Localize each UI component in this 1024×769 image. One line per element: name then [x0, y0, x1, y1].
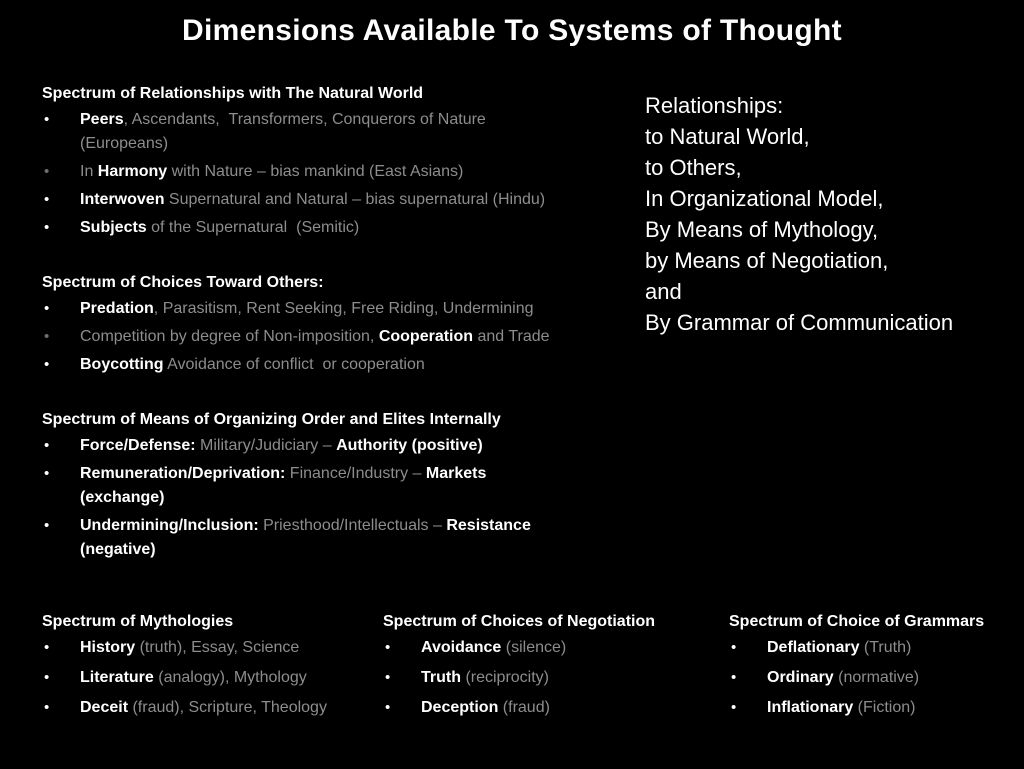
summary-line: By Means of Mythology, [645, 217, 879, 242]
bullet-text [80, 328, 550, 345]
list-item [729, 636, 1018, 660]
list-item [42, 216, 632, 240]
summary-line: By Grammar of Communication [645, 310, 954, 335]
text-segment: Finance/Industry – [285, 465, 426, 482]
text-segment: Force/Defense: [80, 437, 196, 454]
bullet-list [42, 108, 632, 240]
text-segment: of the Supernatural (Semitic) [146, 219, 360, 236]
section-natural-world [42, 84, 632, 240]
bullet-text [80, 669, 307, 686]
text-segment: Supernatural and Natural – bias supernatural (Hindu) [164, 191, 546, 208]
list-item [42, 666, 383, 690]
bullet-icon: • [44, 639, 50, 656]
text-segment: (truth), Essay, Science [135, 639, 300, 656]
bullet-text [80, 163, 463, 180]
text-segment: Predation [80, 300, 154, 317]
summary-line: to Others, [645, 155, 742, 180]
text-segment: (silence) [501, 639, 567, 656]
list-item [42, 514, 632, 562]
text-segment: Peers [80, 111, 124, 128]
bullet-text [80, 356, 425, 373]
text-segment: Subjects [80, 219, 147, 236]
list-item [383, 666, 729, 690]
text-segment: Deflationary [767, 639, 860, 656]
text-segment: Competition by degree of Non-imposition, [80, 328, 379, 345]
text-segment: Resistance [446, 517, 531, 534]
bullet-text [80, 219, 359, 236]
bullet-icon: • [385, 669, 391, 686]
text-segment: (Fiction) [853, 699, 916, 716]
section-organizing-order [42, 410, 632, 562]
left-column [42, 84, 632, 595]
bullet-icon: • [44, 111, 50, 128]
text-segment: (fraud), Scripture, Theology [128, 699, 327, 716]
bullet-text [80, 465, 486, 506]
list-item [42, 353, 632, 377]
summary-line: Relationships: [645, 93, 784, 118]
list-item [42, 108, 632, 156]
bullet-text [80, 699, 327, 716]
bullet-text [80, 437, 483, 454]
bullet-icon: • [385, 699, 391, 716]
bullet-icon: • [44, 669, 50, 686]
text-segment: Interwoven [80, 191, 165, 208]
bullet-text [80, 191, 545, 208]
text-segment: Deception [421, 699, 499, 716]
text-segment: In [80, 163, 98, 180]
text-segment: Avoidance [421, 639, 502, 656]
bullet-text [767, 699, 915, 716]
text-segment: Boycotting [80, 356, 164, 373]
text-segment: (reciprocity) [461, 669, 550, 686]
text-segment: Harmony [97, 163, 168, 180]
bullet-icon: • [44, 219, 50, 236]
bullet-text [421, 669, 549, 686]
bullet-list [42, 636, 383, 720]
section-negotiation [383, 612, 729, 726]
bullet-text [80, 639, 299, 656]
bullet-icon: • [44, 328, 50, 345]
text-segment: (exchange) [80, 489, 165, 506]
bullet-icon: • [44, 465, 50, 482]
text-segment: Cooperation [378, 328, 474, 345]
bullet-text [80, 111, 486, 152]
text-segment: , Parasitism, Rent Seeking, Free Riding, Undermining [153, 300, 534, 317]
text-segment: Deceit [80, 699, 129, 716]
list-item [42, 696, 383, 720]
bullet-icon: • [731, 669, 737, 686]
bullet-list [42, 434, 632, 562]
text-segment: (negative) [80, 541, 156, 558]
bullet-text [767, 669, 919, 686]
text-segment: (analogy), Mythology [153, 669, 307, 686]
section-heading: Spectrum of Mythologies [42, 613, 234, 630]
list-item [42, 434, 632, 458]
bullet-icon: • [731, 699, 737, 716]
list-item [42, 297, 632, 321]
bullet-icon: • [44, 191, 50, 208]
list-item [383, 636, 729, 660]
bullet-text [80, 517, 531, 558]
text-segment: Literature [80, 669, 154, 686]
bullet-text [421, 699, 550, 716]
section-mythologies [42, 612, 383, 726]
section-grammars [729, 612, 1018, 726]
text-segment: Military/Judiciary – [195, 437, 337, 454]
section-heading: Spectrum of Choices of Negotiation [383, 613, 656, 630]
bullet-text [80, 300, 534, 317]
text-segment: Inflationary [767, 699, 854, 716]
bullet-icon: • [385, 639, 391, 656]
bottom-row [42, 612, 1018, 759]
summary-line: to Natural World, [645, 124, 810, 149]
text-segment: (normative) [833, 669, 920, 686]
bullet-icon: • [44, 356, 50, 373]
text-segment: (fraud) [498, 699, 550, 716]
text-segment: Markets [425, 465, 487, 482]
summary-line: In Organizational Model, [645, 186, 884, 211]
list-item [42, 636, 383, 660]
text-segment: Truth [421, 669, 461, 686]
list-item [383, 696, 729, 720]
summary-line: and [645, 279, 682, 304]
summary-line: by Means of Negotiation, [645, 248, 889, 273]
slide-title: Dimensions Available To Systems of Thought [182, 14, 842, 47]
list-item [42, 462, 632, 510]
section-heading: Spectrum of Choices Toward Others: [42, 274, 324, 291]
list-item [42, 325, 632, 349]
text-segment: and Trade [473, 328, 550, 345]
section-heading: Spectrum of Relationships with The Natural World [42, 85, 424, 102]
bullet-icon: • [44, 517, 50, 534]
list-item [729, 696, 1018, 720]
text-segment: with Nature – bias mankind (East Asians) [167, 163, 464, 180]
bullet-icon: • [731, 639, 737, 656]
bullet-icon: • [44, 699, 50, 716]
bullet-icon: • [44, 300, 50, 317]
section-heading: Spectrum of Choice of Grammars [729, 613, 985, 630]
bullet-text [767, 639, 911, 656]
text-segment: Authority (positive) [336, 437, 483, 454]
text-segment: Priesthood/Intellectuals – [258, 517, 447, 534]
bullet-icon: • [44, 163, 50, 180]
text-segment: Avoidance of conflict or cooperation [163, 356, 425, 373]
bullet-text [421, 639, 566, 656]
text-segment: , Ascendants, Transformers, Conquerors of Nature [123, 111, 486, 128]
bullet-list [42, 297, 632, 377]
text-segment: Undermining/Inclusion: [80, 517, 259, 534]
text-segment: Remuneration/Deprivation: [80, 465, 286, 482]
text-segment: Ordinary [767, 669, 834, 686]
list-item [729, 666, 1018, 690]
bullet-icon: • [44, 437, 50, 454]
section-heading: Spectrum of Means of Organizing Order and Elites Internally [42, 411, 501, 428]
section-toward-others [42, 273, 632, 377]
text-segment: (Truth) [859, 639, 912, 656]
relationships-summary [645, 90, 1015, 338]
text-segment: (Europeans) [80, 135, 169, 152]
bullet-list [383, 636, 729, 720]
list-item [42, 188, 632, 212]
text-segment: History [80, 639, 136, 656]
list-item [42, 160, 632, 184]
bullet-list [729, 636, 1018, 720]
